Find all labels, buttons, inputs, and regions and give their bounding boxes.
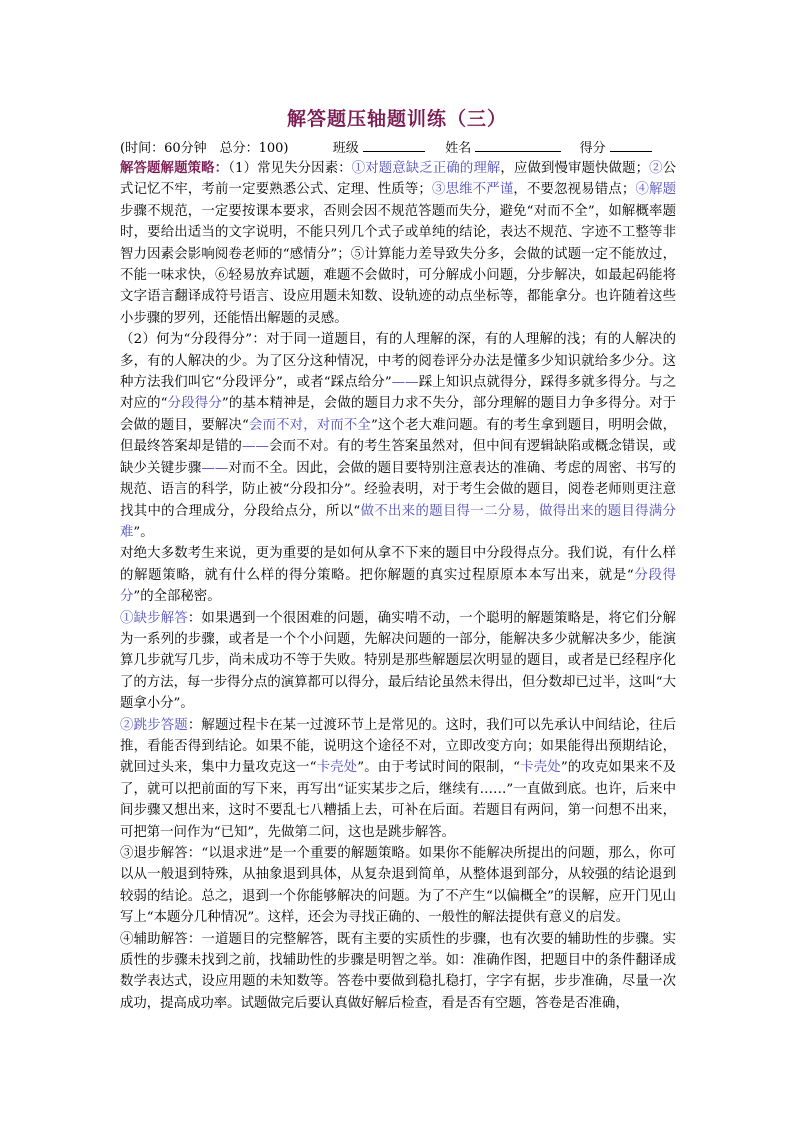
paragraph-auxiliary: ④辅助解答：一道题目的完整解答，既有主要的实质性的步骤，也有次要的辅助性的步骤。实质性的步骤未找到之前，找辅助性的步骤是明智之举。如：准确作图，把题目中的条件翻译成数学表达式，设应用题的未知数等。答卷中要做到稳扎稳打，字字有据，步步准确，尽量一次成功，提高成功率。试题做完后要认真做好解后检查，看是否有空题，答卷是否准确，	[120, 931, 676, 1011]
class-blank[interactable]	[363, 139, 425, 152]
score-label: 得分	[579, 141, 606, 156]
paragraph-segment-score: （2）何为“分段得分”：对于同一道题目，有的人理解的深，有的人理解的浅；有的人解决的多，有的人解决的少。为了区分这种情况，中考的阅卷评分办法是懂多少知识就给多少分。这种方法我们叫它“分段评分”，或者“踩点给分”——踩上知识点就得分，踩得多就多得分。与之对应的“分段得分”的基本精神是，会做的题目力求不失分，部分理解的题目力争多得分。对于会做的题目，要解决“会而不对，对而不全”这个老大难问题。有的考生拿到题目，明明会做，但最终答案却是错的——会而不对。有的考生答案虽然对，但中间有逻辑缺陷或概念错误，或缺少关键步骤——对而不全。因此，会做的题目要特别注意表达的准确、考虑的周密、书写的规范、语言的科学，防止被“分段扣分”。经验表明，对于考生会做的题目，阅卷老师则更注意找其中的合理成分，分段给点分，所以“做不出来的题目得一二分易，做得出来的题目得满分难”。	[120, 332, 677, 540]
paragraph-missing-step: ①缺步解答：如果遇到一个很困难的问题，确实啃不动，一个聪明的解题策略是，将它们分解为一系列的步骤，或者是一个个小问题，先解决问题的一部分，能解决多少就解决多少，能演算几步就写几步，尚未成功不等于失败。特别是那些解题层次明显的题目，或者是已经程序化了的方法，每一步得分点的演算都可以得分，最后结论虽然未得出，但分数却已过半，这叫“大题拿小分”。	[120, 610, 676, 712]
paragraph-step-back: ③退步解答：“以退求进”是一个重要的解题策略。如果你不能解决所提出的问题，那么，你可以从一般退到特殊，从抽象退到具体，从复杂退到简单，从整体退到部分，从较强的结论退到较弱的结论。总之，退到一个你能够解决的问题。为了不产生“以偏概全”的误解，应开门见山写上“本题分几种情况”。这样，还会为寻找正确的、一般性的解法提供有意义的启发。	[120, 846, 676, 926]
page-title: 解答题压轴题训练（三）	[286, 108, 507, 130]
document-body	[120, 158, 676, 1014]
section-heading: 解答题解题策略：	[120, 161, 229, 176]
exam-meta	[120, 137, 652, 156]
score-blank[interactable]	[610, 139, 652, 152]
paragraph-secret: 对绝大多数考生来说，更为重要的是如何从拿不下来的题目中分段得点分。我们说，有什么样的解题策略，就有什么样的得分策略。把你解题的真实过程原原本本写出来，就是“分段得分”的全部秘密。	[120, 546, 677, 605]
name-blank[interactable]	[475, 139, 561, 152]
paragraph-strategy: 解答题解题策略：（1）常见失分因素：①对题意缺乏正确的理解，应做到慢审题快做题；②公式记忆不牢，考前一定要熟悉公式、定理、性质等；③思维不严谨，不要忽视易错点；④解题步骤不规范，一定要按课本要求，否则会因不规范答题而失分，避免“对而不全”，如解概率题时，要给出适当的文字说明，不能只列几个式子或单纯的结论，表达不规范、字迹不工整等非智力因素会影响阅卷老师的“感情分”；⑤计算能力差导致失分多，会做的试题一定不能放过，不能一味求快，⑥轻易放弃试题，难题不会做时，可分解成小问题，分步解决，如最起码能将文字语言翻译成符号语言、设应用题未知数、设轨迹的动点坐标等，都能拿分。也许随着这些小步骤的罗列，还能悟出解题的灵感。	[120, 161, 677, 326]
name-label: 姓名	[445, 141, 472, 156]
class-label: 班级	[332, 141, 359, 156]
exam-time-total: (时间：60分钟 总分：100)	[120, 141, 289, 156]
paragraph-skip-step: ②跳步答题：解题过程卡在某一过渡环节上是常见的。这时，我们可以先承认中间结论，往后推，看能否得到结论。如果不能，说明这个途径不对，立即改变方向；如果能得出预期结论，就回过头来，集中力量攻克这一“卡壳处”。由于考试时间的限制，“卡壳处”的攻克如果来不及了，就可以把前面的写下来，再写出“证实某步之后，继续有……”一直做到底。也许，后来中间步骤又想出来，这时不要乱七八糟插上去，可补在后面。若题目有两问，第一问想不出来，可把第一问作为“已知”，先做第二问，这也是跳步解答。	[120, 717, 676, 840]
